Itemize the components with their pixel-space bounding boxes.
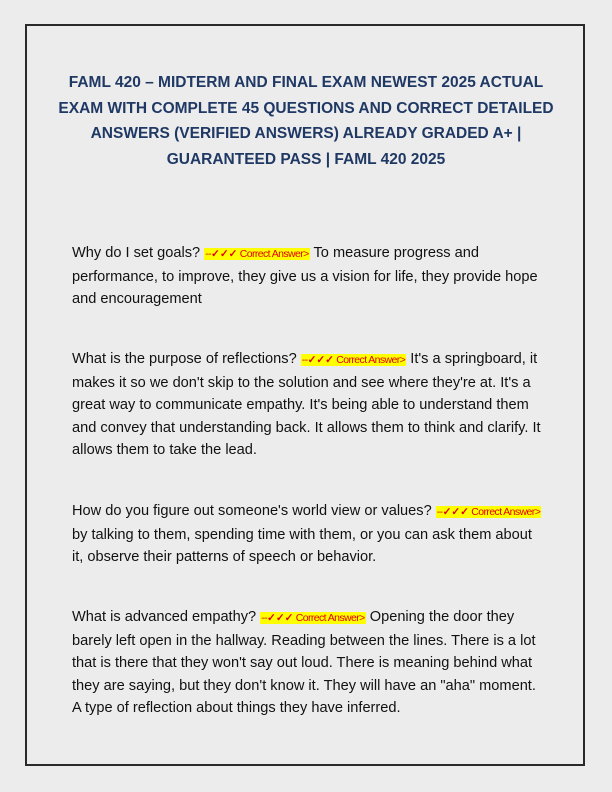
qa-item (72, 500, 544, 569)
answer-text: Opening the door they barely left open in the hallway. Reading between the lines. There is a lot that is there that they won't say out loud. There is meaning behind what they are saying, but they don't know it. They will have an "aha" moment. A type of reflection about things they have inferred. (72, 609, 536, 717)
question-text: What is advanced empathy? (72, 609, 257, 625)
question-text: What is the purpose of reflections? (72, 351, 297, 367)
answer-text: by talking to them, spending time with them, or you can ask them about it, observe their patterns of speech or behavior. (72, 526, 532, 566)
checkmark-icon: ✓✓✓ (211, 248, 238, 260)
correct-answer-tag: --✓✓✓ Correct Answer> (301, 354, 406, 366)
checkmark-icon: ✓✓✓ (307, 354, 334, 366)
qa-item (72, 606, 544, 720)
answer-text: To measure progress and performance, to improve, they give us a vision for life, they provide hope and encouragement (72, 245, 538, 308)
correct-answer-tag: --✓✓✓ Correct Answer> (261, 612, 365, 624)
correct-answer-tag: --✓✓✓ Correct Answer> (436, 506, 541, 518)
question-text: Why do I set goals? (72, 245, 201, 261)
qa-item (72, 348, 544, 462)
answer-text: It's a springboard, it makes it so we don't skip to the solution and see where they're at. It's a great way to communicate empathy. It's being able to understand them and convey that understanding back. It allows them to think and clarify. It allows them to take the lead. (72, 351, 541, 459)
correct-answer-tag: --✓✓✓ Correct Answer> (205, 248, 309, 260)
checkmark-icon: ✓✓✓ (267, 612, 294, 624)
checkmark-icon: ✓✓✓ (442, 506, 469, 518)
document-title: FAML 420 – MIDTERM AND FINAL EXAM NEWEST 2025 ACTUAL EXAM WITH COMPLETE 45 QUESTIONS AND CORRECT DETAILED ANSWERS (VERIFIED ANSWERS) ALREADY GRADED A+ | GUARANTEED PASS | FAML 420 2025 (58, 74, 554, 169)
question-text: How do you figure out someone's world view or values? (72, 503, 432, 519)
qa-item (72, 242, 544, 311)
